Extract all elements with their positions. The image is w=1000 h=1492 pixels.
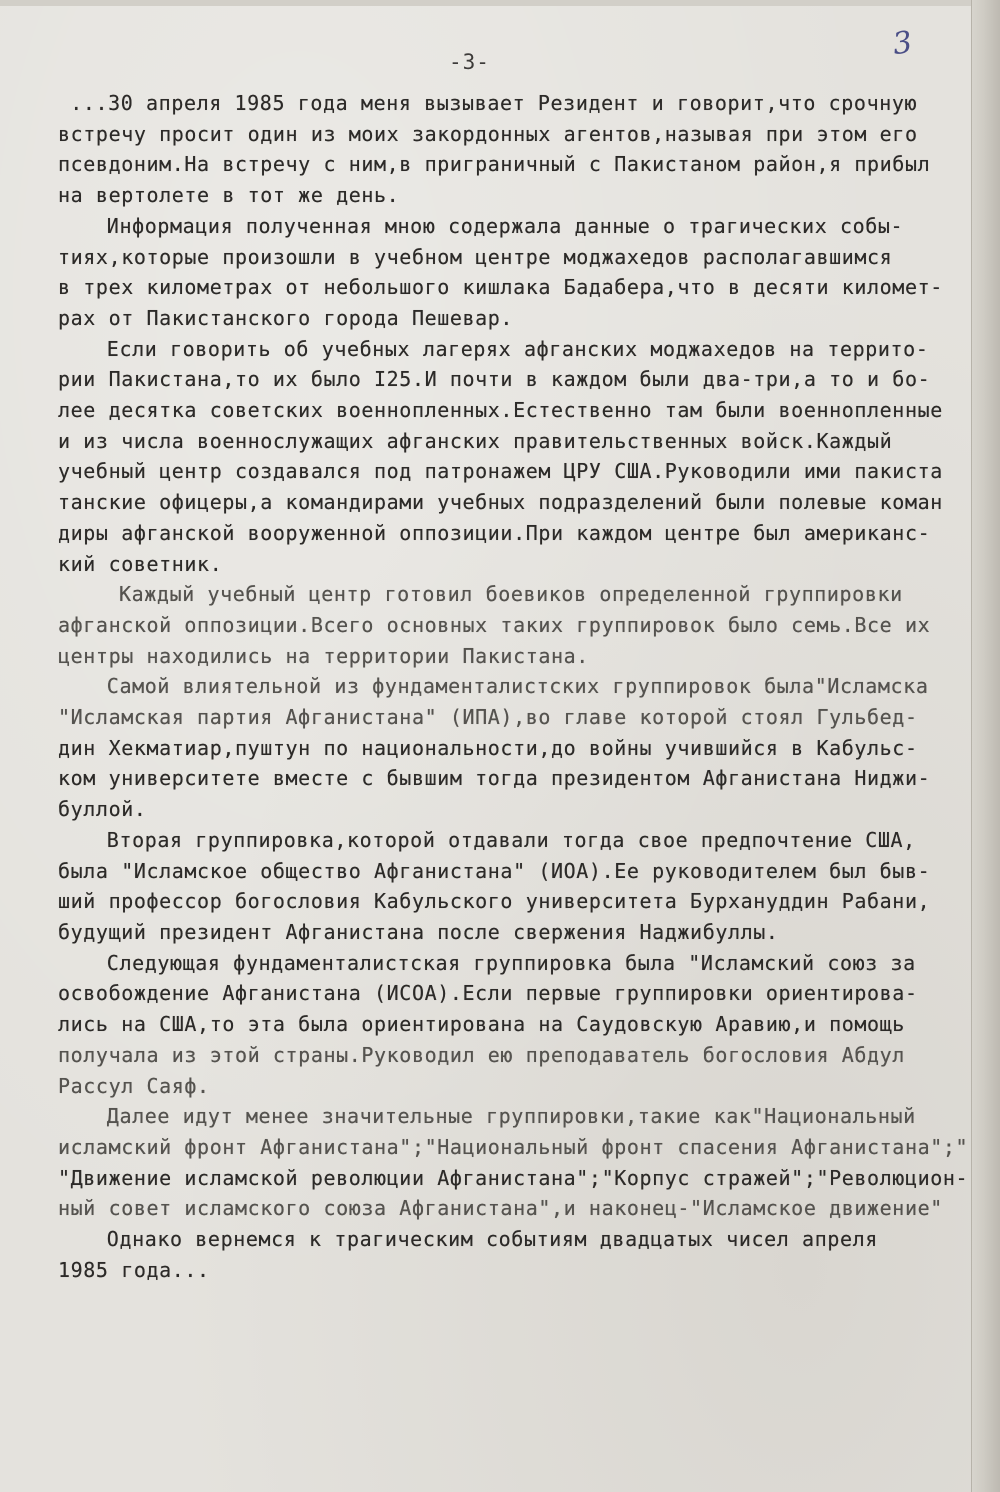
text-line: ный совет исламского союза Афганистана",и наконец-"Исламское движение" [58,1196,943,1221]
text-line: учебный центр создавался под патронажем ЦРУ США.Руководили ими пакиста [58,459,943,484]
text-line: Самой влиятельной из фундаменталистских группировок была"Исламска [106,674,929,699]
text-line: на вертолете в тот же день. [58,183,400,208]
text-line: "Движение исламской революции Афганистана";"Корпус стражей";"Революцион- [58,1165,969,1190]
text-line: Вторая группировка,которой отдавали тогда свое предпочтение США, [106,827,916,852]
text-line: в трех километрах от небольшого кишлака Бадабера,что в десяти километ- [58,275,943,300]
typed-text-body [58,88,969,1285]
text-line: Однако вернемся к трагическим событиям двадцатых чисел апреля [106,1227,878,1252]
text-line: будущий президент Афганистана после свержения Наджибуллы. [58,919,779,944]
text-line: Каждый учебный центр готовил боевиков определенной группировки [119,582,903,607]
text-line: диры афганской вооруженной оппозиции.При каждом центре был американс- [58,520,931,545]
text-line: кий советник. [58,551,223,576]
text-line: лись на США,то эта была ориентирована на Саудовскую Аравию,и помощь [58,1012,905,1037]
text-line: исламский фронт Афганистана";"Национальный фронт спасения Афганистана";" [58,1134,969,1159]
page-top-edge [0,0,1000,6]
text-line: ...30 апреля 1985 года меня вызывает Резидент и говорит,что срочную [70,91,918,115]
text-line: центры находились на территории Пакистана. [58,643,589,668]
text-line: рии Пакистана,то их было I25.И почти в каждом были два-три,а то и бо- [58,367,931,392]
text-line: афганской оппозиции.Всего основных таких группировок было семь.Все их [58,612,931,637]
text-line: Информация полученная мною содержала данные о трагических собы- [106,213,904,238]
text-line: "Исламская партия Афганистана" (ИПА),во главе которой стоял Гульбед- [58,705,918,730]
archive-page-number: 3 [890,24,915,63]
text-line: получала из этой страны.Руководил ею преподаватель богословия Абдул [58,1042,905,1067]
text-line: буллой. [58,797,147,822]
text-line: и из числа военнослужащих афганских правительственных войск.Каждый [58,428,893,453]
page-binding-edge [971,0,1000,1492]
text-line: лее десятка советских военнопленных.Естественно там были военнопленные [58,398,943,423]
text-line: освобождение Афганистана (ИСОА).Если первые группировки ориентирова- [58,981,918,1006]
text-line: Следующая фундаменталистская группировка была "Исламский союз за [106,950,916,975]
text-line: дин Хекматиар,пуштун по национальности,до войны учившийся в Кабульс- [58,735,918,760]
text-line: Рассул Саяф. [58,1073,210,1098]
text-line: ком университете вместе с бывшим тогда президентом Афганистана Ниджи- [58,766,931,791]
text-line: псевдоним.На встречу с ним,в приграничный с Пакистаном район,я прибыл [58,152,931,177]
text-line: Далее идут менее значительные группировки,такие как"Национальный [106,1104,916,1129]
text-line: ший профессор богословия Кабульского университета Бурхануддин Рабани, [58,889,931,914]
text-line: тиях,которые произошли в учебном центре моджахедов располагавшимся [58,244,893,269]
text-line: встречу просит один из моих закордонных агентов,называя при этом его [58,121,918,146]
text-line: рах от Пакистанского города Пешевар. [58,305,514,330]
text-line: танские офицеры,а командирами учебных подразделений были полевые коман [58,490,943,515]
text-line: 1985 года... [58,1257,210,1282]
page-number: -3- [449,50,490,74]
text-line: была "Исламское общество Афганистана" (ИОА).Ее руководителем был быв- [58,858,931,883]
text-line: Если говорить об учебных лагерях афганских моджахедов на террито- [106,336,929,361]
